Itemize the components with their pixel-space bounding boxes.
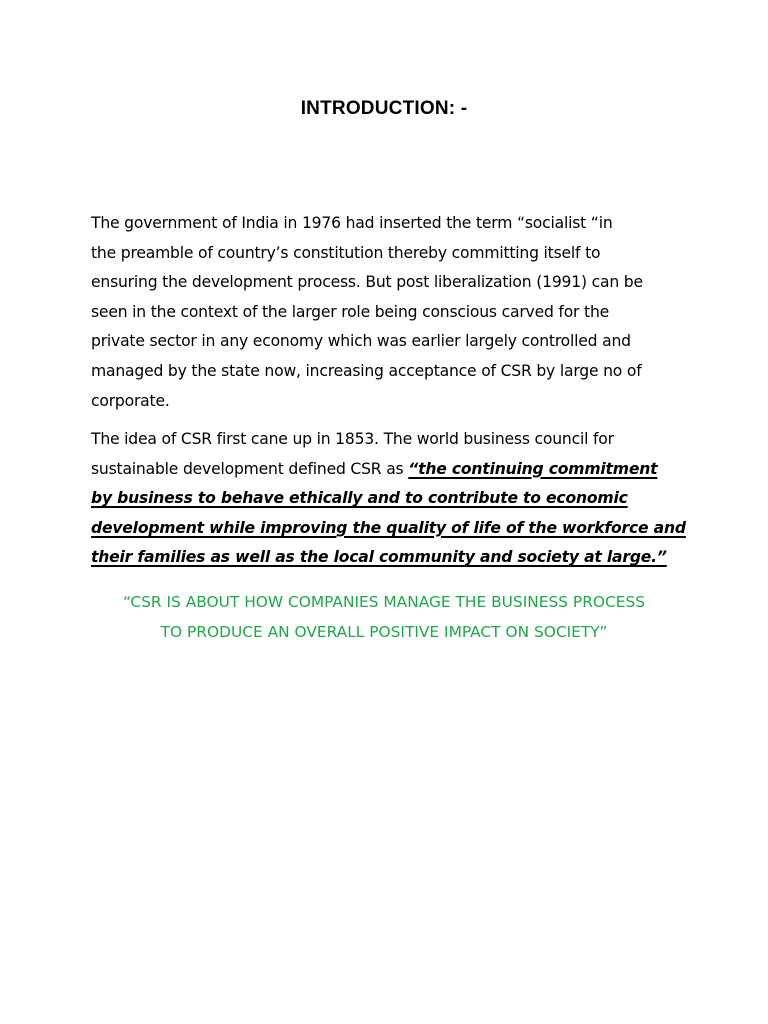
paragraph-line <box>91 455 691 485</box>
page-title: INTRODUCTION: - <box>300 98 468 119</box>
highlight-quote <box>0 587 768 647</box>
paragraph-line: the preamble of country’s constitution thereby committing itself to <box>91 243 601 262</box>
paragraph-text: sustainable development defined CSR as <box>91 459 409 478</box>
definition-quote-line: development while improving the quality of life of the workforce and <box>91 518 686 537</box>
paragraph-line: ensuring the development process. But post liberalization (1991) can be <box>91 273 643 292</box>
paragraph-line: The government of India in 1976 had inserted the term “socialist “in <box>91 214 613 232</box>
paragraph-line: managed by the state now, increasing acceptance of CSR by large no of <box>91 361 642 380</box>
paragraph-line: The idea of CSR first cane up in 1853. The world business council for <box>91 430 614 448</box>
definition-quote: “the continuing commitment <box>408 459 658 478</box>
paragraph-line: seen in the context of the larger role being conscious carved for the <box>91 302 610 321</box>
quote-line: TO PRODUCE AN OVERALL POSITIVE IMPACT ON SOCIETY” <box>160 623 608 641</box>
paragraph-intro <box>91 209 691 416</box>
definition-quote-line: their families as well as the local community and society at large.” <box>91 548 667 567</box>
paragraph-csr-definition <box>91 425 691 573</box>
paragraph-line: corporate. <box>91 391 170 410</box>
quote-line: “CSR IS ABOUT HOW COMPANIES MANAGE THE BUSINESS PROCESS <box>122 593 646 611</box>
definition-quote-line: by business to behave ethically and to contribute to economic <box>91 489 628 508</box>
paragraph-line: private sector in any economy which was earlier largely controlled and <box>91 332 631 351</box>
